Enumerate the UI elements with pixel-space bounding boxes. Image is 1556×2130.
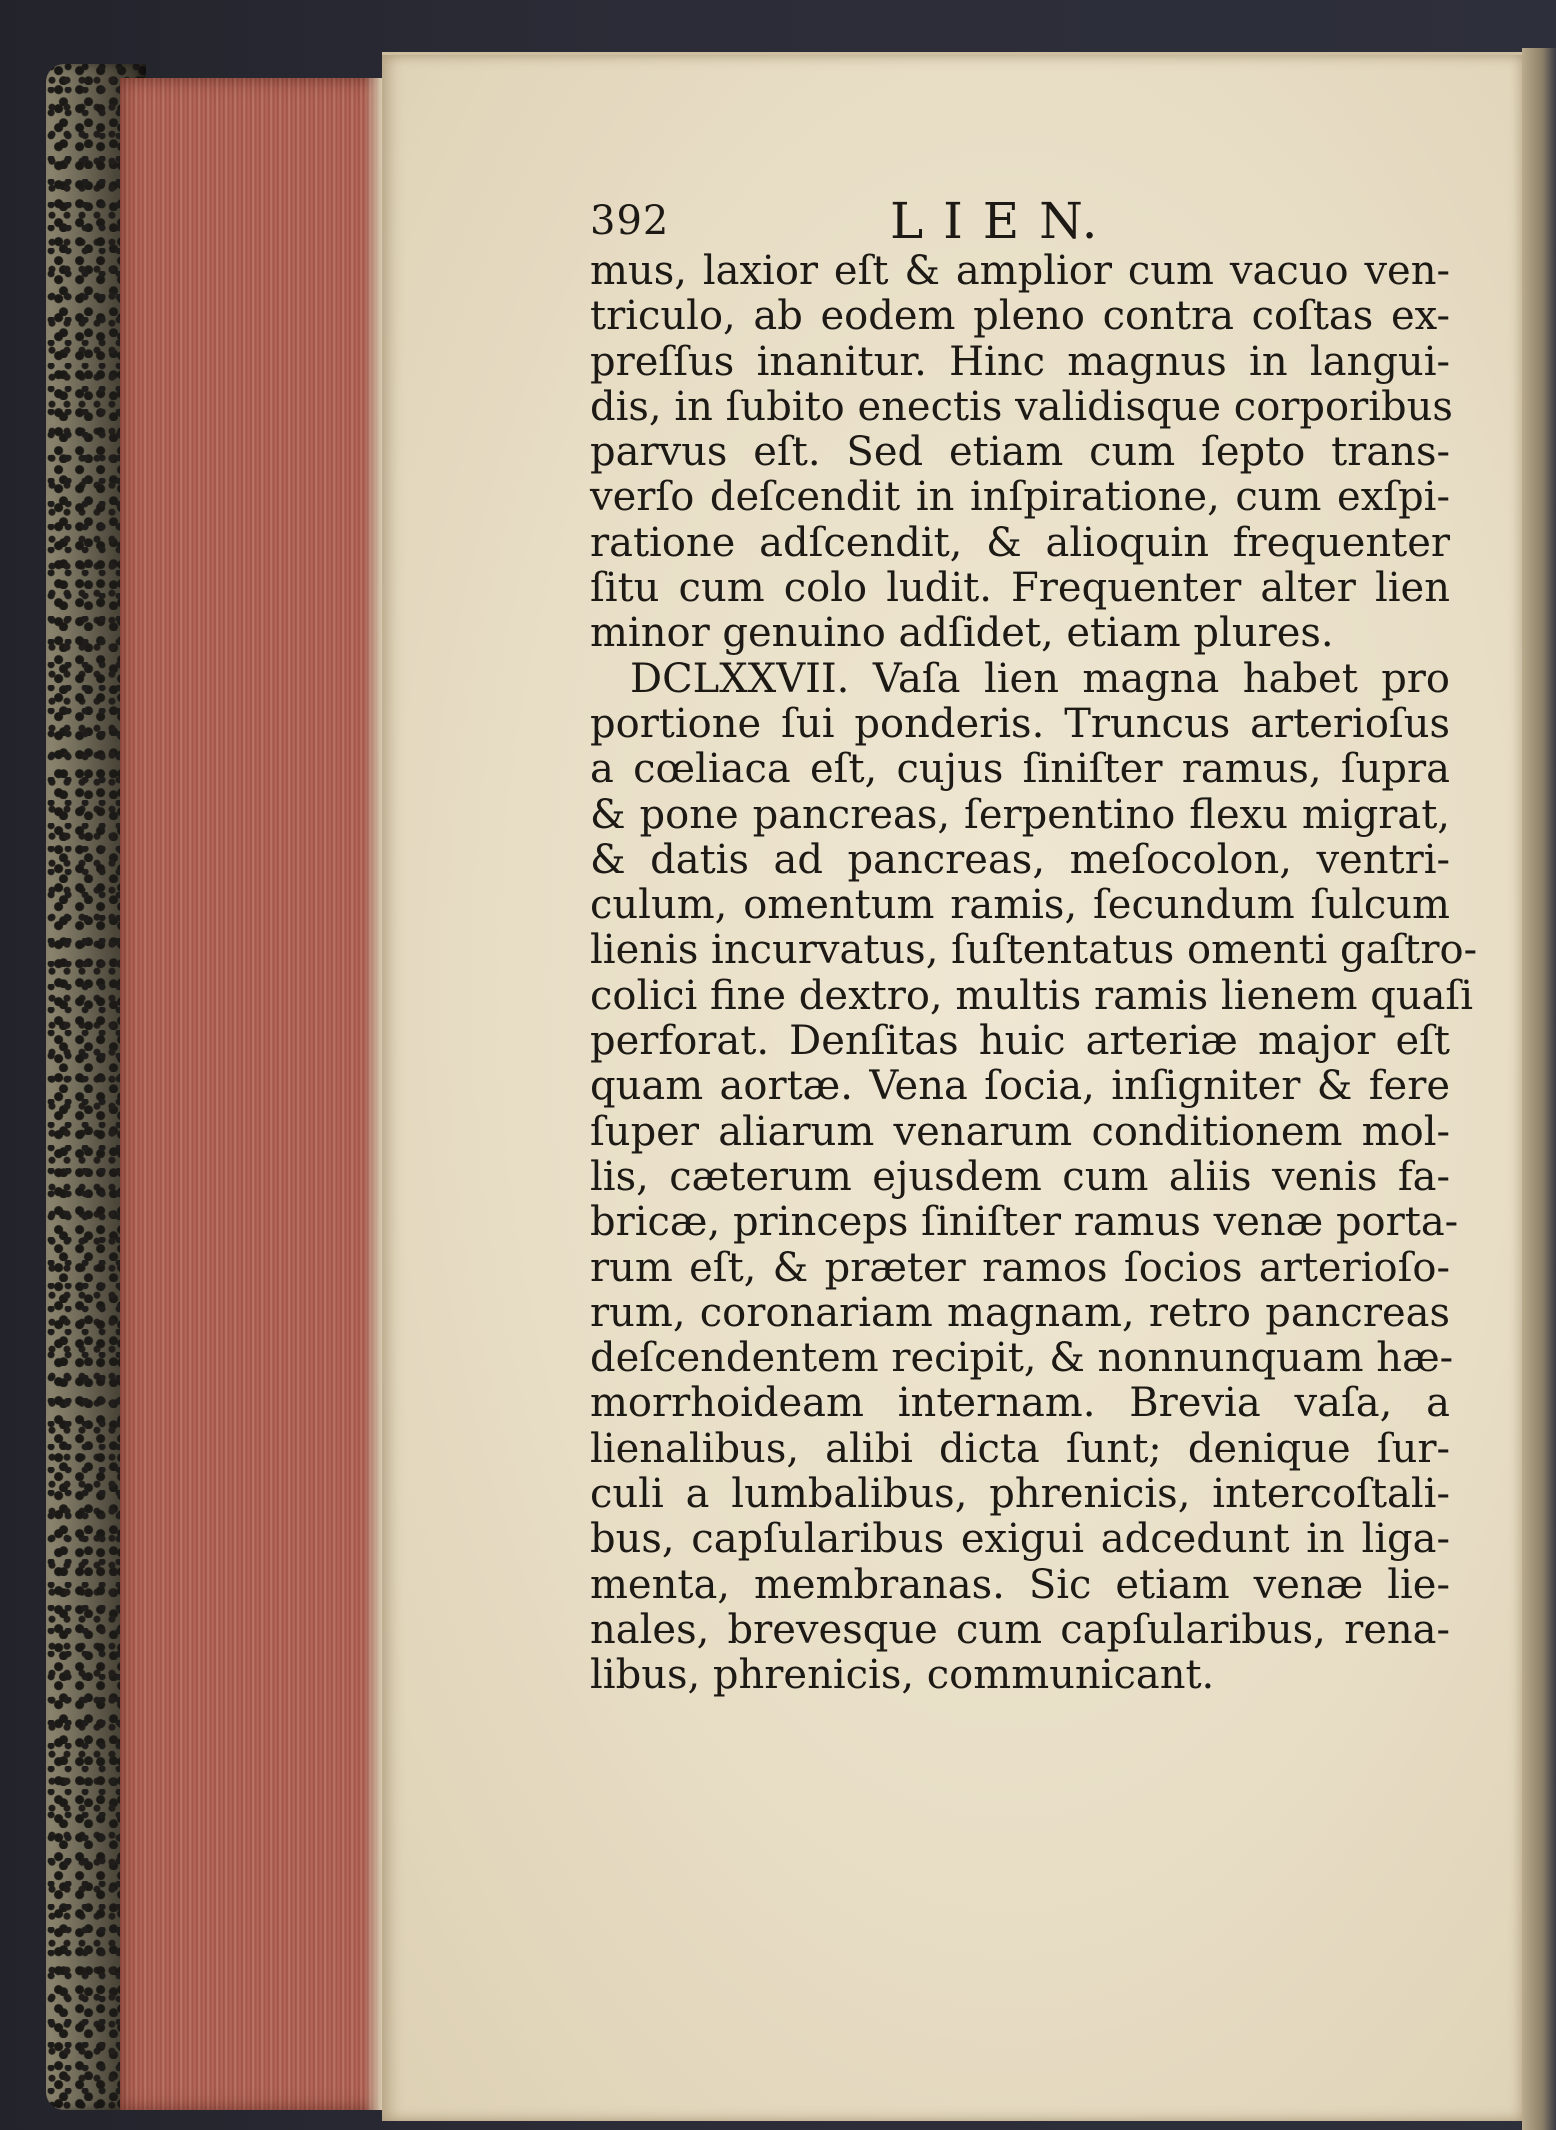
page-edges: [120, 78, 382, 2110]
text-line: preſſus inanitur. Hinc magnus in langui-: [590, 338, 1450, 385]
text-line: bus, capſularibus exigui adcedunt in liga-: [590, 1516, 1450, 1563]
text-line: lis, cæterum ejusdem cum aliis venis fa-: [590, 1153, 1450, 1200]
text-line: morrhoideam internam. Brevia vaſa, a: [590, 1380, 1450, 1427]
text-line: rum, coronariam magnam, retro pancreas: [590, 1289, 1450, 1336]
page-text-block: [590, 192, 1478, 1699]
text-line: a cœliaca eſt, cujus ſiniſter ramus, ſupra: [590, 746, 1450, 793]
text-line: ſitu cum colo ludit. Frequenter alter lien: [590, 565, 1450, 612]
text-line: deſcendentem recipit, & nonnunquam hæ-: [590, 1335, 1454, 1382]
text-line: triculo, ab eodem pleno contra coſtas ex-: [590, 293, 1450, 340]
text-line: portione ſui ponderis. Truncus arterioſus: [590, 700, 1450, 747]
text-line: dis, in ſubito enectis validisque corporibus: [590, 383, 1453, 430]
text-line: menta, membranas. Sic etiam venæ lie-: [590, 1561, 1450, 1608]
section-heading-line: DCLXXVII. Vaſa lien magna habet pro: [630, 655, 1450, 702]
text-line: ratione adſcendit, & alioquin frequenter: [590, 519, 1450, 566]
text-line: culum, omentum ramis, ſecundum ſulcum: [590, 882, 1450, 929]
next-leaf-edge: [1522, 48, 1556, 2130]
text-line: parvus eſt. Sed etiam cum ſepto trans-: [590, 429, 1450, 476]
text-line: mus, laxior eſt & amplior cum vacuo ven-: [590, 248, 1450, 294]
text-line: quam aortæ. Vena ſocia, inſigniter & fere: [590, 1063, 1450, 1110]
text-line: colici fine dextro, multis ramis lienem quaſi: [590, 972, 1474, 1019]
text-line: minor genuino adſidet, etiam plures.: [590, 610, 1334, 657]
text-line: verſo deſcendit in inſpiratione, cum exſpi-: [590, 474, 1450, 521]
text-line: & datis ad pancreas, meſocolon, ventri-: [590, 836, 1450, 883]
text-line: & pone pancreas, ſerpentino flexu migrat,: [590, 791, 1450, 838]
text-line: ſuper aliarum venarum conditionem mol-: [590, 1108, 1450, 1155]
running-title: L I E N.: [890, 192, 1100, 250]
text-line: lienis incurvatus, ſuſtentatus omenti gaſtro-: [590, 927, 1478, 974]
body-text: [590, 248, 1478, 1699]
running-head: [590, 193, 1460, 249]
text-line: lienalibus, alibi dicta ſunt; denique ſur-: [590, 1425, 1450, 1472]
text-line: rum eſt, & præter ramos ſocios arterioſo-: [590, 1244, 1450, 1291]
text-line: libus, phrenicis, communicant.: [590, 1652, 1215, 1699]
text-line: culi a lumbalibus, phrenicis, intercoſtali-: [590, 1471, 1450, 1518]
text-line: bricæ, princeps ſiniſter ramus venæ porta-: [590, 1199, 1459, 1246]
text-line: nales, brevesque cum capſularibus, rena-: [590, 1606, 1450, 1653]
text-line: perforat. Denſitas huic arteriæ major eſt: [590, 1018, 1450, 1065]
page-number: 392: [590, 198, 670, 244]
